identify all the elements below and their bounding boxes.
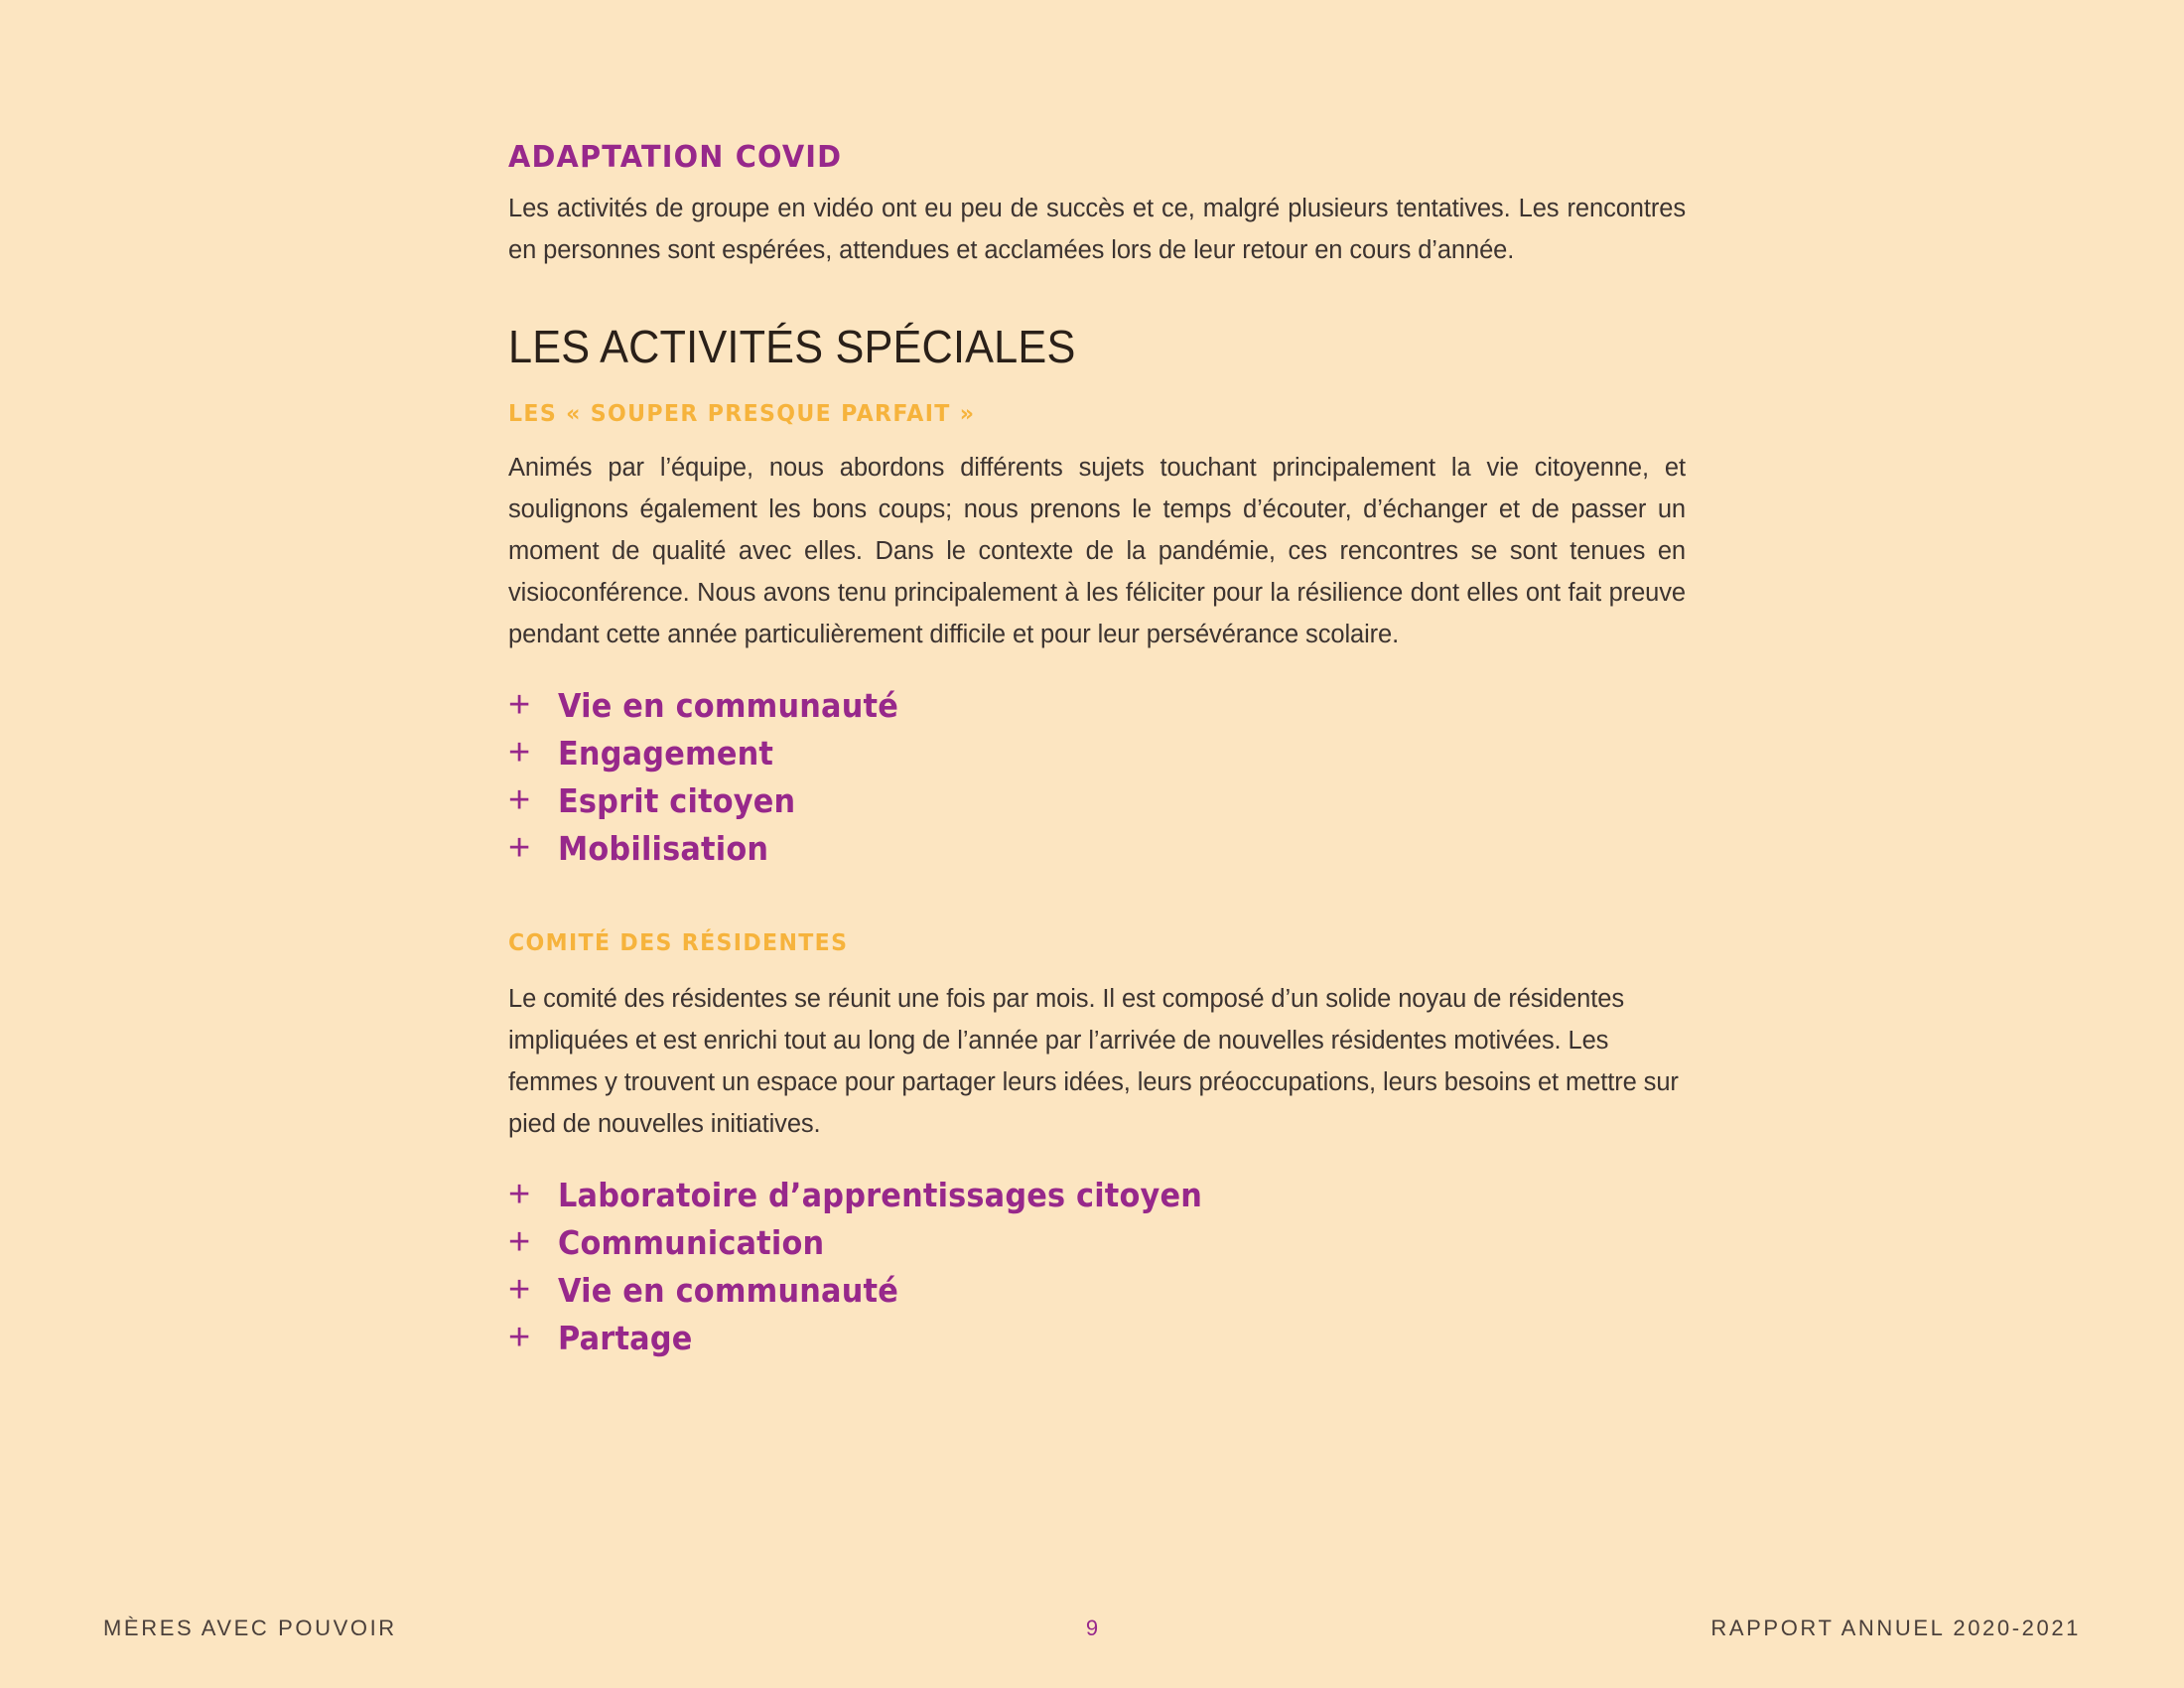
plus-icon: + [508, 1268, 531, 1311]
list-item [508, 824, 1686, 872]
footer-report-title: RAPPORT ANNUEL 2020-2021 [1710, 1616, 2081, 1640]
list-item [508, 1218, 1686, 1266]
page-content-column [508, 0, 1686, 1361]
bullet-list-souper [508, 681, 1686, 872]
footer-page-number: 9 [1085, 1616, 1099, 1640]
list-item-label: Mobilisation [558, 828, 769, 868]
page-footer [0, 1607, 2184, 1650]
section-kicker-adaptation-covid: ADAPTATION COVID [508, 140, 843, 175]
list-item [508, 1266, 1686, 1314]
list-item-label: Vie en communauté [558, 1270, 899, 1310]
footer-organization-name: MÈRES AVEC POUVOIR [103, 1616, 397, 1640]
plus-icon: + [508, 1316, 531, 1358]
list-item-label: Communication [558, 1222, 825, 1262]
plus-icon: + [508, 1173, 531, 1215]
paragraph-souper-presque-parfait: Animés par l’équipe, nous abordons différents sujets touchant principalement la vie citoyenne, et soulignons également les bons coups; nous prenons le temps d’écouter, d’échanger et de passer un moment de qualité avec elles. Dans le contexte de la pandémie, ces rencontres se sont tenues en visioconférence. Nous avons tenu principalement à les féliciter pour la résilience dont elles ont fait preuve pendant cette année particulièrement difficile et pour leur persévérance scolaire. [508, 453, 1686, 648]
list-item-label: Partage [558, 1318, 693, 1357]
list-item-label: Esprit citoyen [558, 780, 796, 820]
plus-icon: + [508, 826, 531, 869]
list-item [508, 729, 1686, 776]
plus-icon: + [508, 1220, 531, 1263]
list-item-label: Vie en communauté [558, 685, 899, 725]
list-item-label: Laboratoire d’apprentissages citoyen [558, 1175, 1203, 1214]
subsection-kicker-comite-des-residentes: COMITÉ DES RÉSIDENTES [508, 929, 849, 956]
plus-icon: + [508, 778, 531, 821]
plus-icon: + [508, 731, 531, 774]
list-item [508, 681, 1686, 729]
list-item [508, 1171, 1686, 1218]
section-spacer [508, 872, 1686, 931]
bullet-list-comite [508, 1171, 1686, 1361]
page-title-activites-speciales: LES ACTIVITÉS SPÉCIALES [508, 321, 1076, 372]
paragraph-comite-des-residentes: Le comité des résidentes se réunit une fois par mois. Il est composé d’un solide noyau de résidentes impliquées et est enrichi tout au long de l’année par l’arrivée de nouvelles résidentes motivées. Les femmes y trouvent un espace pour partager leurs idées, leurs préoccupations, leurs besoins et mettre sur pied de nouvelles initiatives. [508, 984, 1679, 1138]
subsection-kicker-souper-presque-parfait: LES « SOUPER PRESQUE PARFAIT » [508, 401, 976, 428]
paragraph-adaptation-covid: Les activités de groupe en vidéo ont eu peu de succès et ce, malgré plusieurs tentatives. Les rencontres en personnes sont espérées, attendues et acclamées lors de leur retour en cours d’année. [508, 195, 1686, 264]
plus-icon: + [508, 683, 531, 726]
list-item [508, 776, 1686, 824]
list-item [508, 1314, 1686, 1361]
list-item-label: Engagement [558, 733, 774, 773]
